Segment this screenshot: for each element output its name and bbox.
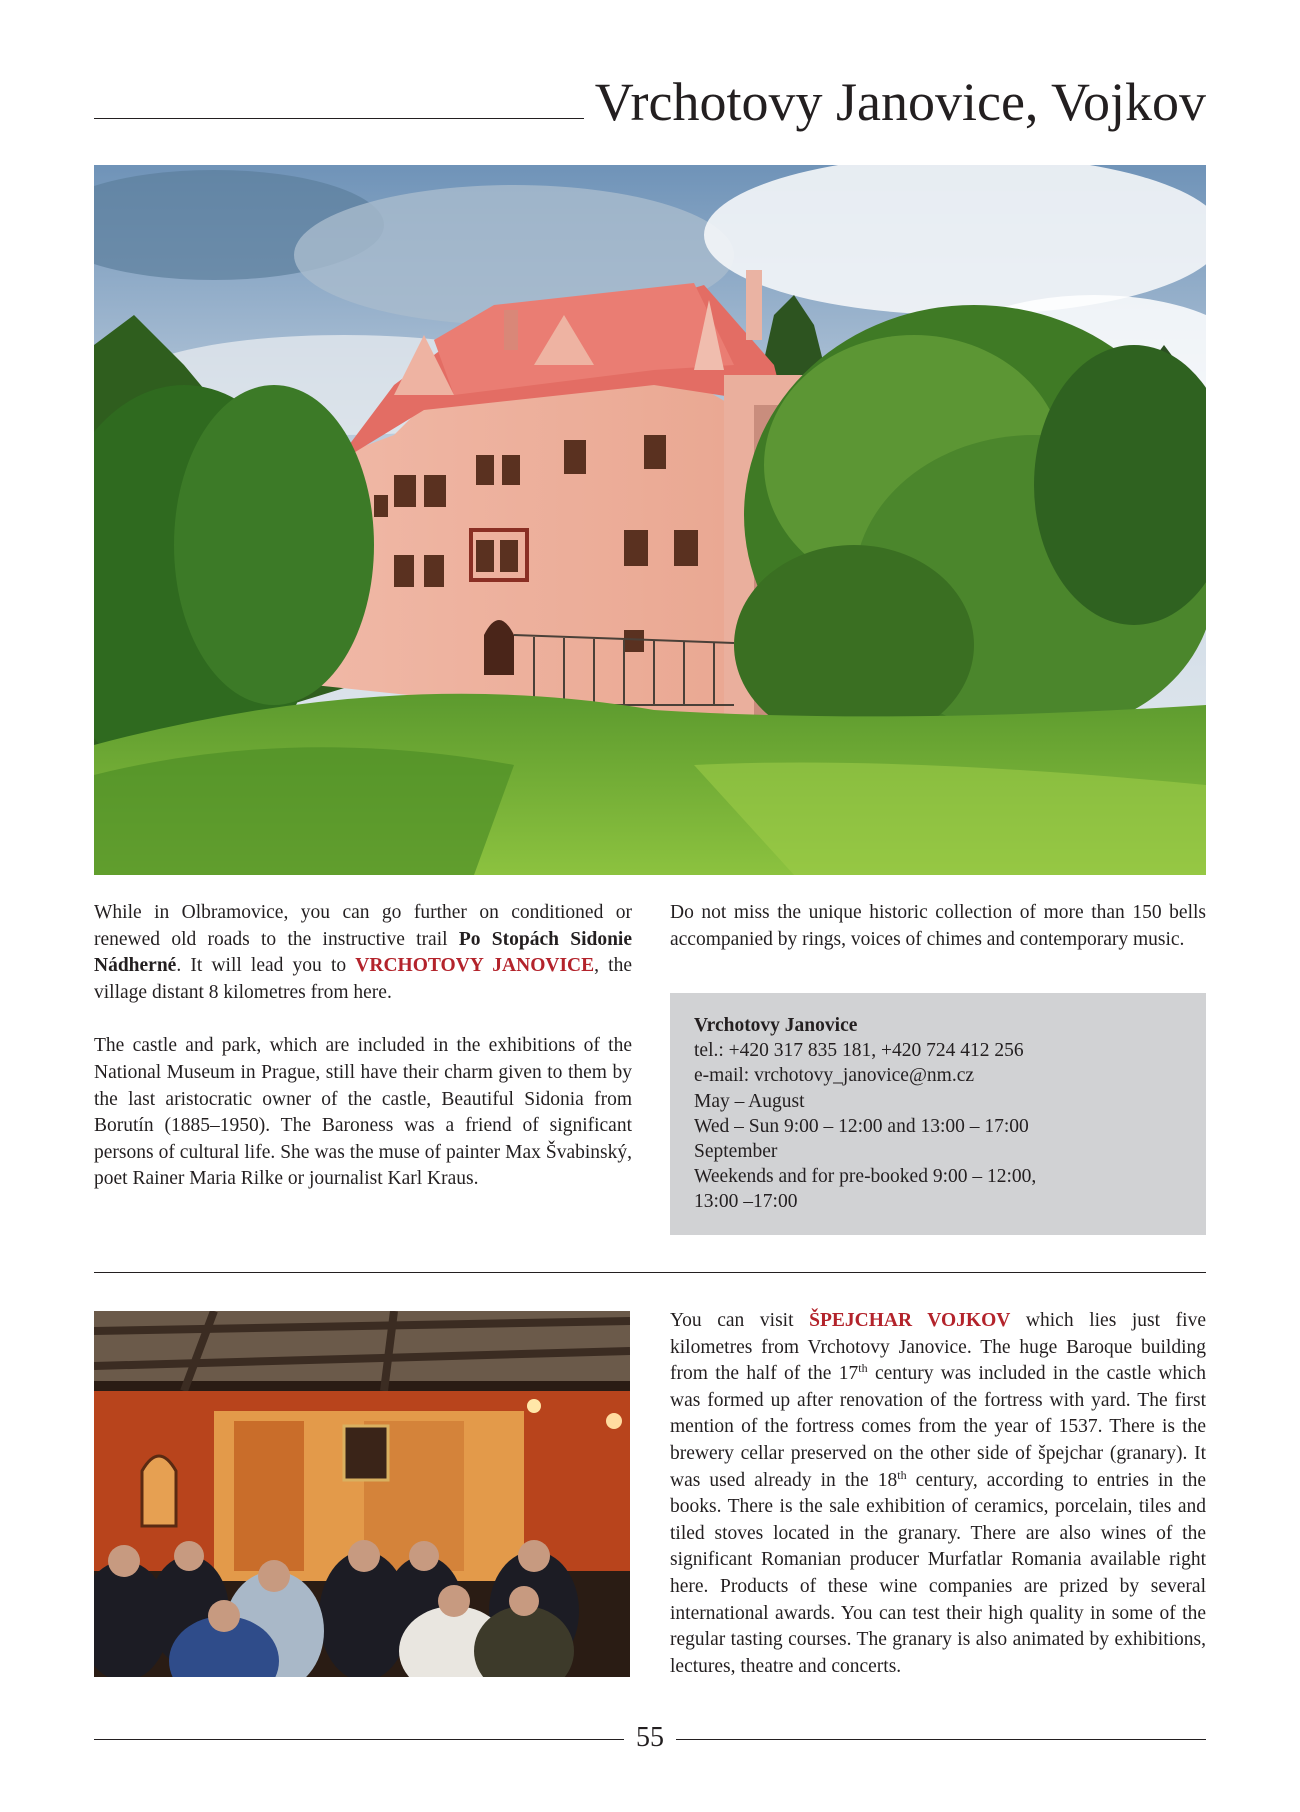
ordinal-suffix-2: th — [897, 1467, 907, 1482]
castle-photo — [94, 165, 1206, 875]
village-name-highlight: VRCHOTOVY JANOVICE — [355, 955, 595, 977]
trail-name: Po Stopách Sidonie Nádherné — [94, 928, 632, 977]
granary-paragraph — [670, 1308, 1206, 1680]
info-box-email: e-mail: vrchotovy_janovice@nm.cz — [694, 1065, 975, 1087]
granary-text: You can visit — [670, 1310, 810, 1331]
intro-paragraph — [94, 900, 632, 1006]
bells-paragraph: Do not miss the unique historic collection of more than 150 bells accompanied by rings, voices of chimes and contemporary music. — [670, 902, 1206, 950]
page-number: 55 — [636, 1722, 664, 1753]
footer-rule-left — [94, 1739, 624, 1740]
intro-text: While in Olbramovice, you can go further on conditioned or renewed old roads to the instructive trail — [94, 902, 632, 950]
info-box-season-1: May – August — [694, 1090, 805, 1112]
granary-hall-photo — [94, 1311, 630, 1677]
ordinal-suffix: th — [858, 1361, 868, 1376]
granary-column — [670, 1308, 1206, 1680]
granary-text-2: which lies just five kilometres from Vrchotovy Janovice. The huge Baroque building from the half of the 17 — [670, 1310, 1206, 1385]
info-box-hours-2-cont: 13:00 –17:00 — [694, 1191, 798, 1213]
footer-rule-right — [676, 1739, 1206, 1740]
info-box-hours-1: Wed – Sun 9:00 – 12:00 and 13:00 – 17:00 — [694, 1115, 1029, 1137]
contact-info-box — [670, 993, 1206, 1235]
page-title: Vrchotovy Janovice, Vojkov — [594, 72, 1206, 132]
section-divider — [94, 1272, 1206, 1273]
granary-text-4: century, according to entries in the books. There is the sale exhibition of ceramics, porcelain, tiles and tiled stoves located in the granary. There are also wines of the significant Romanian producer Murfatlar Romania available right here. Products of these wine companies are prized by several international awards. You can test their high quality in some of the regular tasting courses. The granary is also animated by exhibitions, lectures, theatre and concerts. — [670, 1469, 1207, 1677]
right-column — [670, 900, 1206, 953]
granary-name-highlight: ŠPEJCHAR VOJKOV — [809, 1310, 1011, 1331]
granary-text-3: century was included in the castle which was formed up after renovation of the fortress with yard. The first mention of the fortress comes from the year of 1537. There is the brewery cellar preserved on the other side of špejchar (granary). It was used already in the 18 — [670, 1363, 1206, 1491]
intro-text-2: . It will lead you to — [176, 955, 356, 977]
info-box-title: Vrchotovy Janovice — [694, 1015, 858, 1036]
info-box-season-2: September — [694, 1141, 778, 1163]
info-box-phone: tel.: +420 317 835 181, +420 724 412 256 — [694, 1040, 1024, 1062]
info-box-hours-2: Weekends and for pre-booked 9:00 – 12:00, — [694, 1166, 1037, 1188]
left-column — [94, 900, 632, 1193]
intro-text-3: , the village distant 8 kilometres from here. — [94, 955, 632, 1003]
title-rule — [94, 118, 584, 119]
castle-paragraph: The castle and park, which are included in the exhibitions of the National Museum in Prague, still have their charm given to them by the last aristocratic owner of the castle, Beautiful Sidonia from Borutín (1885–1950). The Baroness was a friend of significant persons of cultural life. She was the muse of painter Max Švabinský, poet Rainer Maria Rilke or journalist Karl Kraus. — [94, 1035, 632, 1190]
